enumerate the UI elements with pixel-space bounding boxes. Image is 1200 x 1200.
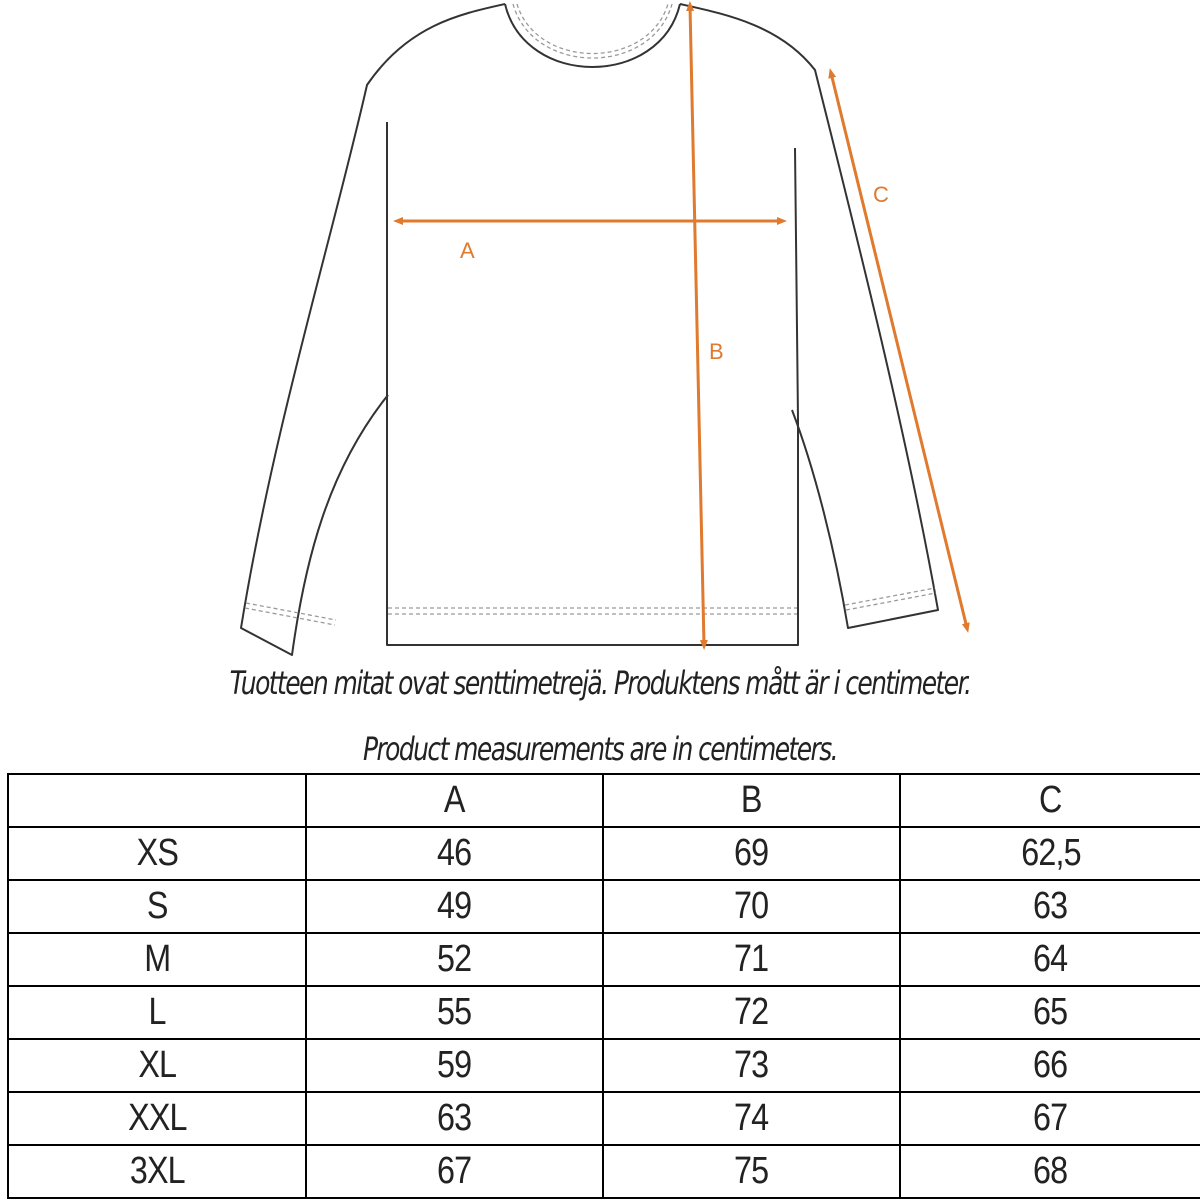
value-cell-a: 67 [306,1145,603,1198]
value-cell-c: 64 [900,933,1200,986]
table-row [8,827,1200,880]
table-row [8,1039,1200,1092]
table-row [8,1092,1200,1145]
size-cell: XS [8,827,306,880]
value-cell-a: 59 [306,1039,603,1092]
header-cell-b: B [603,774,900,827]
value-cell-c: 66 [900,1039,1200,1092]
measure-label-c: C [873,182,889,207]
value-cell-a: 52 [306,933,603,986]
table-row [8,986,1200,1039]
measure-label-a: A [460,238,475,263]
sweater-body [387,122,798,645]
value-cell-b: 74 [603,1092,900,1145]
size-cell: XL [8,1039,306,1092]
size-table [7,773,1200,1199]
value-cell-c: 68 [900,1145,1200,1198]
caption-english: Product measurements are in centimeters. [362,730,838,768]
table-row [8,933,1200,986]
value-cell-b: 70 [603,880,900,933]
stitch-lines [245,4,936,625]
header-cell-c: C [900,774,1200,827]
sweater-outline [241,4,938,655]
sweater-left-sleeve [241,4,505,655]
value-cell-c: 63 [900,880,1200,933]
value-cell-c: 65 [900,986,1200,1039]
size-cell: L [8,986,306,1039]
value-cell-b: 71 [603,933,900,986]
measurement-lines [398,6,967,645]
value-cell-a: 55 [306,986,603,1039]
value-cell-a: 49 [306,880,603,933]
measure-line-c [831,73,967,628]
value-cell-b: 73 [603,1039,900,1092]
size-cell: S [8,880,306,933]
size-cell: M [8,933,306,986]
table-row [8,880,1200,933]
size-cell: 3XL [8,1145,306,1198]
value-cell-b: 75 [603,1145,900,1198]
caption-finnish-swedish: Tuotteen mitat ovat senttimetrejä. Produktens mått är i centimeter. [229,664,971,702]
value-cell-c: 67 [900,1092,1200,1145]
size-cell: XXL [8,1092,306,1145]
header-cell-a: A [306,774,603,827]
header-cell-size [8,774,306,827]
value-cell-a: 63 [306,1092,603,1145]
table-row [8,1145,1200,1198]
measure-line-b [690,6,704,645]
measure-label-b: B [709,339,724,364]
sweater-right-sleeve [680,4,938,628]
table-header-row [8,774,1200,827]
value-cell-b: 72 [603,986,900,1039]
value-cell-c: 62,5 [900,827,1200,880]
value-cell-b: 69 [603,827,900,880]
value-cell-a: 46 [306,827,603,880]
